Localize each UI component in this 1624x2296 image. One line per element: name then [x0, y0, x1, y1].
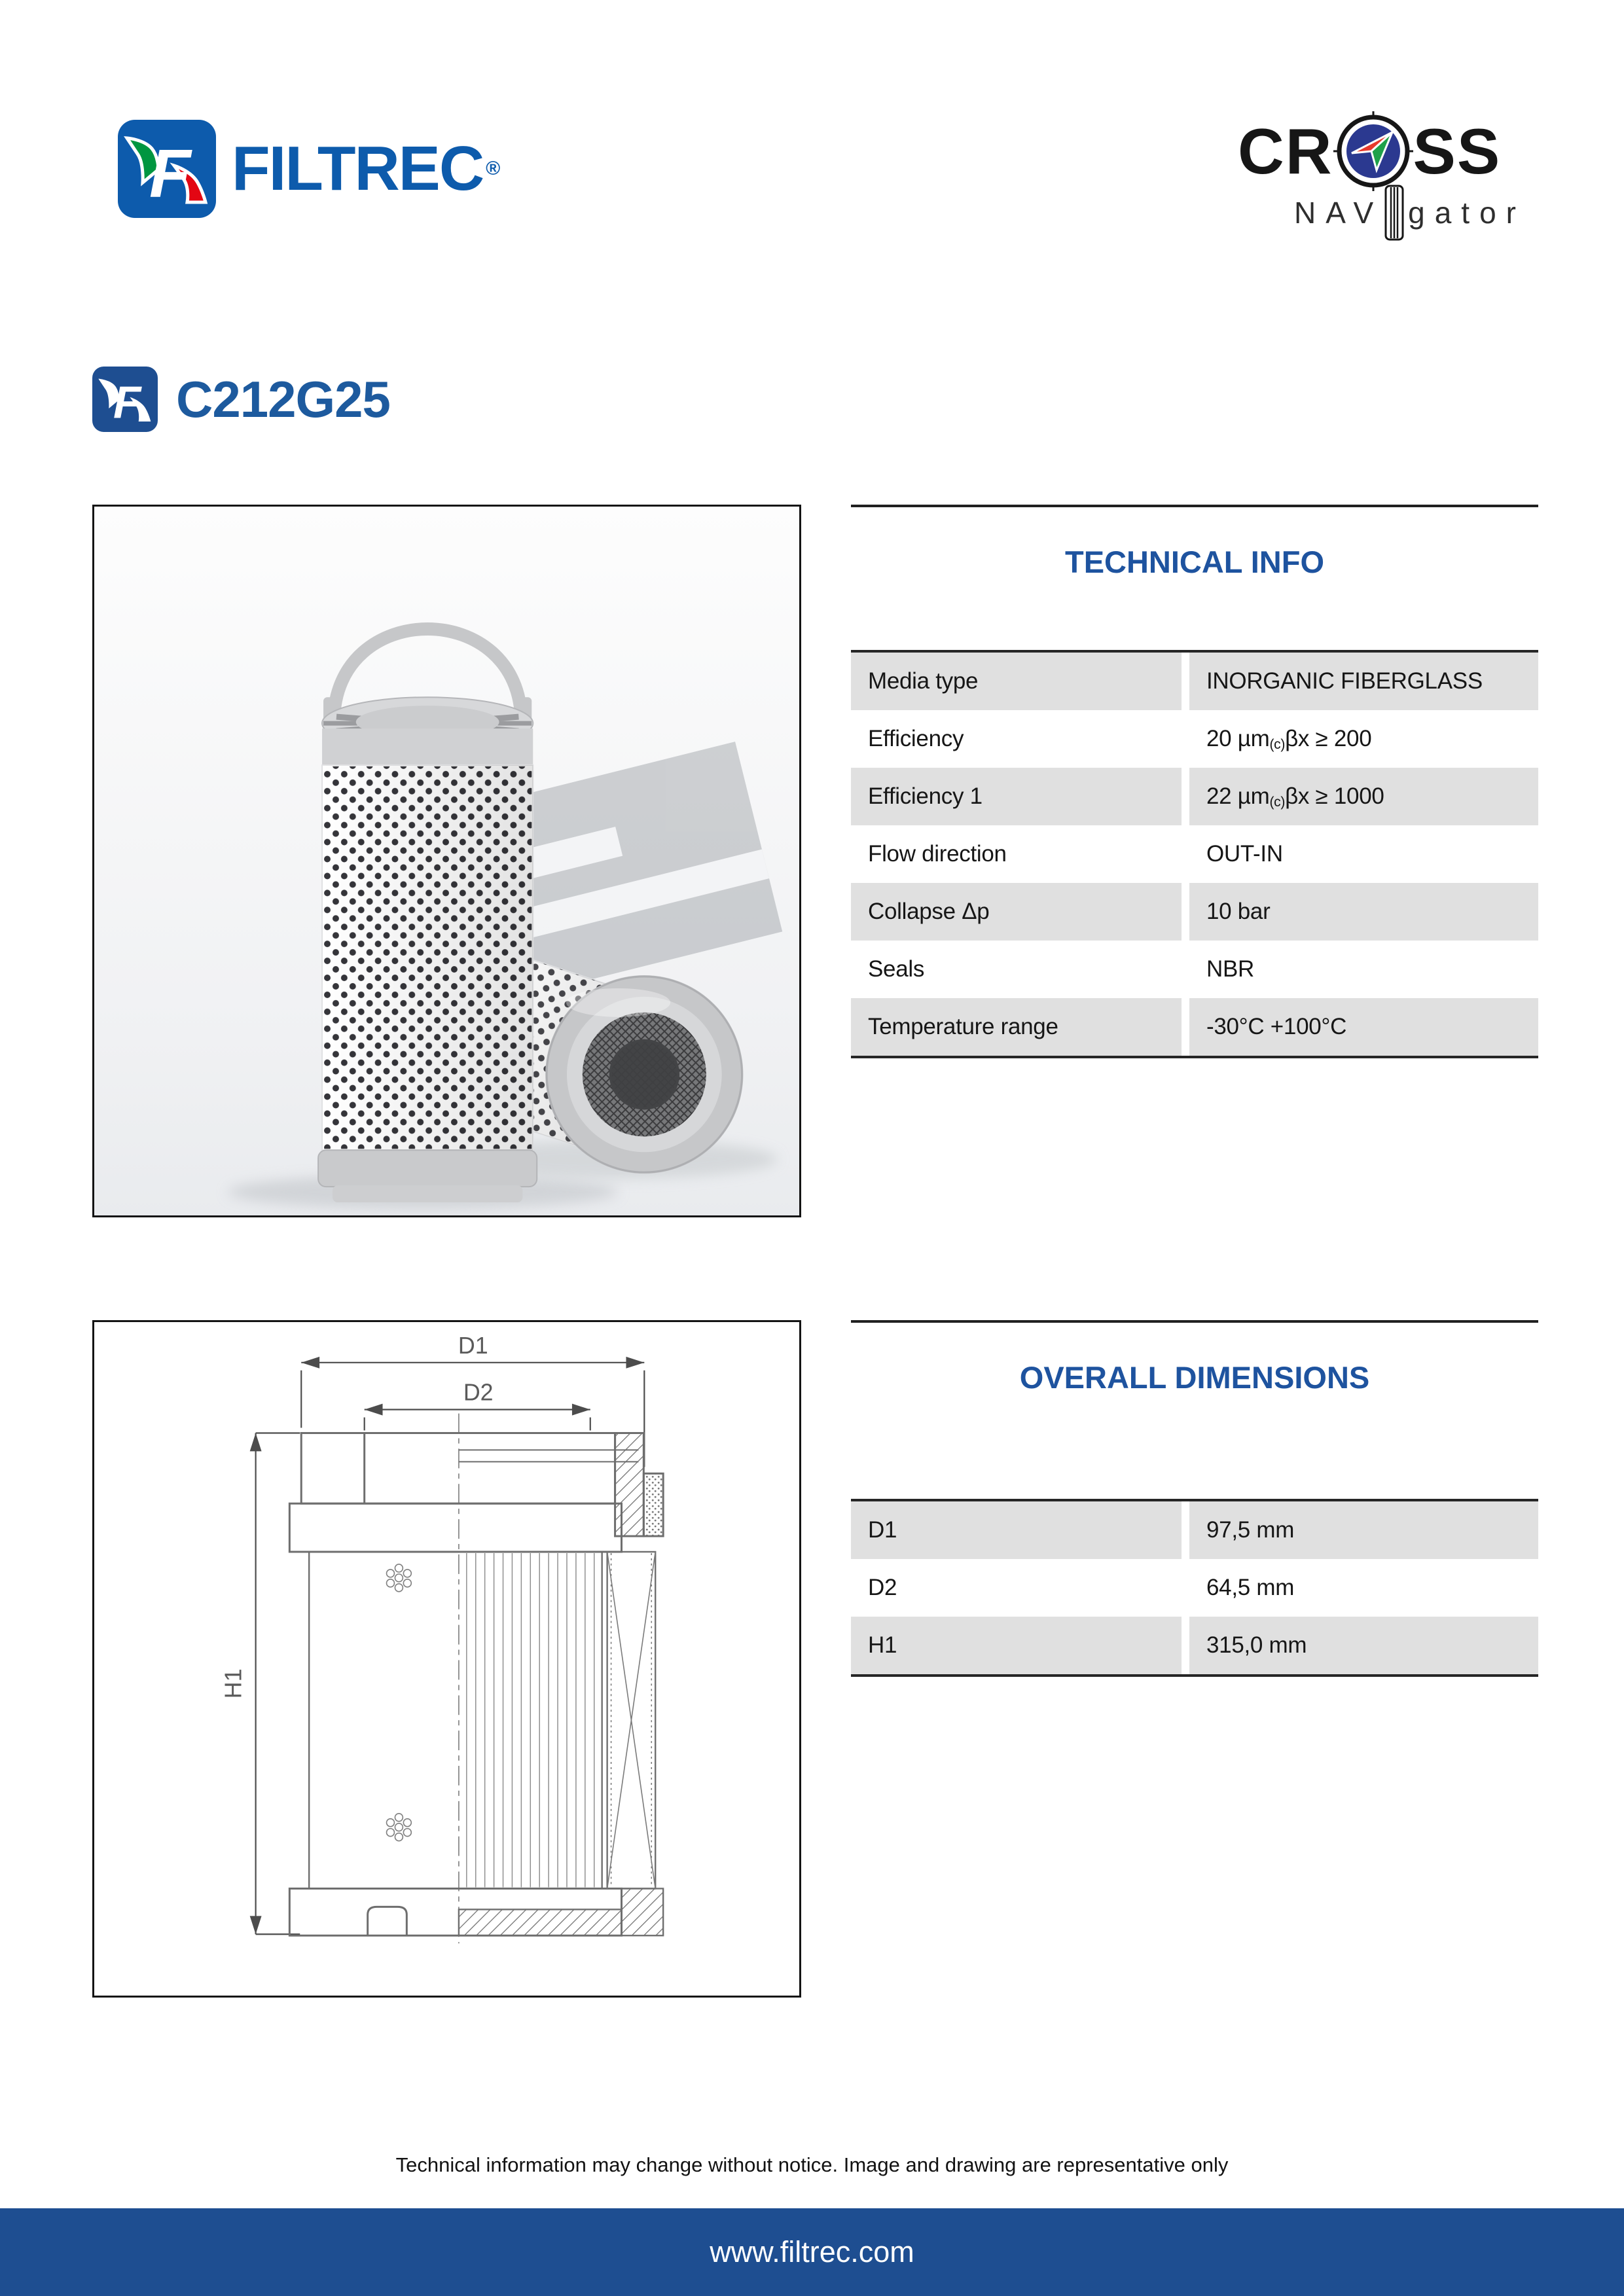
column-gap	[1182, 1501, 1189, 1559]
table-row	[851, 1617, 1538, 1674]
value-text: 10 bar	[1206, 899, 1271, 924]
overall-dimensions-section	[851, 1320, 1538, 1677]
value-text: INORGANIC FIBERGLASS	[1206, 668, 1483, 694]
row-label: Efficiency	[868, 726, 964, 751]
value-subscript: (c)	[1269, 794, 1286, 810]
product-code: C212G25	[176, 370, 390, 428]
value-text: βx ≥ 200	[1285, 726, 1372, 751]
table-row	[851, 768, 1538, 825]
row-label: H1	[851, 1617, 1182, 1674]
section-rule	[851, 1320, 1538, 1323]
row-value	[1189, 653, 1538, 710]
dimension-drawing	[92, 1320, 801, 1998]
row-label: Seals	[868, 956, 925, 982]
row-value	[1189, 883, 1538, 941]
compass-icon	[1333, 110, 1413, 192]
table-row	[851, 941, 1538, 998]
row-value	[1189, 1501, 1538, 1559]
value-text: 64,5 mm	[1206, 1575, 1295, 1600]
navigator-text-left: NAV	[1293, 196, 1384, 230]
table-row	[851, 1559, 1538, 1617]
row-value	[1189, 825, 1538, 883]
cross-wordmark	[1238, 110, 1526, 192]
svg-text:F: F	[149, 136, 191, 212]
technical-info-title: TECHNICAL INFO	[1064, 545, 1324, 579]
row-value	[1189, 768, 1538, 825]
dim-label-d1: D1	[458, 1332, 488, 1359]
technical-info-table	[851, 650, 1538, 1058]
row-label: Collapse Δp	[851, 883, 1182, 941]
value-subscript: (c)	[1269, 736, 1286, 752]
table-row	[851, 883, 1538, 941]
product-title-icon	[92, 367, 158, 432]
value-text: -30°C +100°C	[1206, 1014, 1347, 1039]
product-photo	[92, 505, 801, 1217]
row-value	[1189, 710, 1538, 768]
value-text: 20 µm	[1206, 726, 1270, 751]
cross-navigator-logo	[1238, 110, 1526, 230]
column-gap	[1182, 825, 1189, 883]
row-label: Efficiency 1	[851, 768, 1182, 825]
column-gap	[1182, 653, 1189, 710]
cross-text-left: CR	[1237, 115, 1333, 187]
column-gap	[1182, 883, 1189, 941]
row-value	[1189, 941, 1538, 998]
column-gap	[1182, 710, 1189, 768]
navigator-text-right: gator	[1408, 196, 1526, 230]
table-row	[851, 825, 1538, 883]
filtrec-wordmark: FILTREC	[232, 134, 484, 204]
svg-text:F: F	[113, 376, 141, 428]
row-label: Flow direction	[868, 841, 1007, 867]
section-rule	[851, 505, 1538, 507]
table-row	[851, 1501, 1538, 1559]
table-row	[851, 710, 1538, 768]
column-gap	[1182, 998, 1189, 1056]
row-label: D1	[851, 1501, 1182, 1559]
lying-filter-face	[545, 975, 743, 1174]
value-text: OUT-IN	[1206, 841, 1283, 867]
table-row	[851, 653, 1538, 710]
technical-info-section	[851, 505, 1538, 1058]
standing-filter	[318, 629, 537, 1202]
filtrec-logo-icon	[118, 120, 216, 218]
magnifier-handle-icon	[1383, 185, 1408, 230]
dim-label-h1: H1	[220, 1668, 247, 1699]
table-row	[851, 998, 1538, 1056]
value-text: NBR	[1206, 956, 1254, 982]
footer-disclaimer: Technical information may change without notice. Image and drawing are representative only	[395, 2153, 1229, 2176]
product-title-row	[92, 367, 390, 432]
footer-bar	[0, 2208, 1624, 2296]
overall-dimensions-table	[851, 1499, 1538, 1677]
registered-mark: ®	[486, 158, 501, 179]
value-text: 97,5 mm	[1206, 1517, 1295, 1543]
row-label: Media type	[851, 653, 1182, 710]
column-gap	[1182, 768, 1189, 825]
row-label: Temperature range	[851, 998, 1182, 1056]
column-gap	[1182, 1559, 1189, 1617]
overall-dimensions-title: OVERALL DIMENSIONS	[1019, 1360, 1370, 1395]
value-text: 22 µm	[1206, 783, 1270, 809]
column-gap	[1182, 941, 1189, 998]
dim-label-d2: D2	[463, 1379, 494, 1406]
row-value	[1189, 1617, 1538, 1674]
value-text: 315,0 mm	[1206, 1632, 1307, 1658]
filtrec-logo	[118, 120, 500, 218]
row-value	[1189, 998, 1538, 1056]
row-label: D2	[868, 1575, 897, 1600]
website-link[interactable]: www.filtrec.com	[710, 2235, 914, 2269]
value-text: βx ≥ 1000	[1285, 783, 1384, 809]
column-gap	[1182, 1617, 1189, 1674]
cross-text-right: SS	[1413, 115, 1502, 187]
row-value	[1189, 1559, 1538, 1617]
